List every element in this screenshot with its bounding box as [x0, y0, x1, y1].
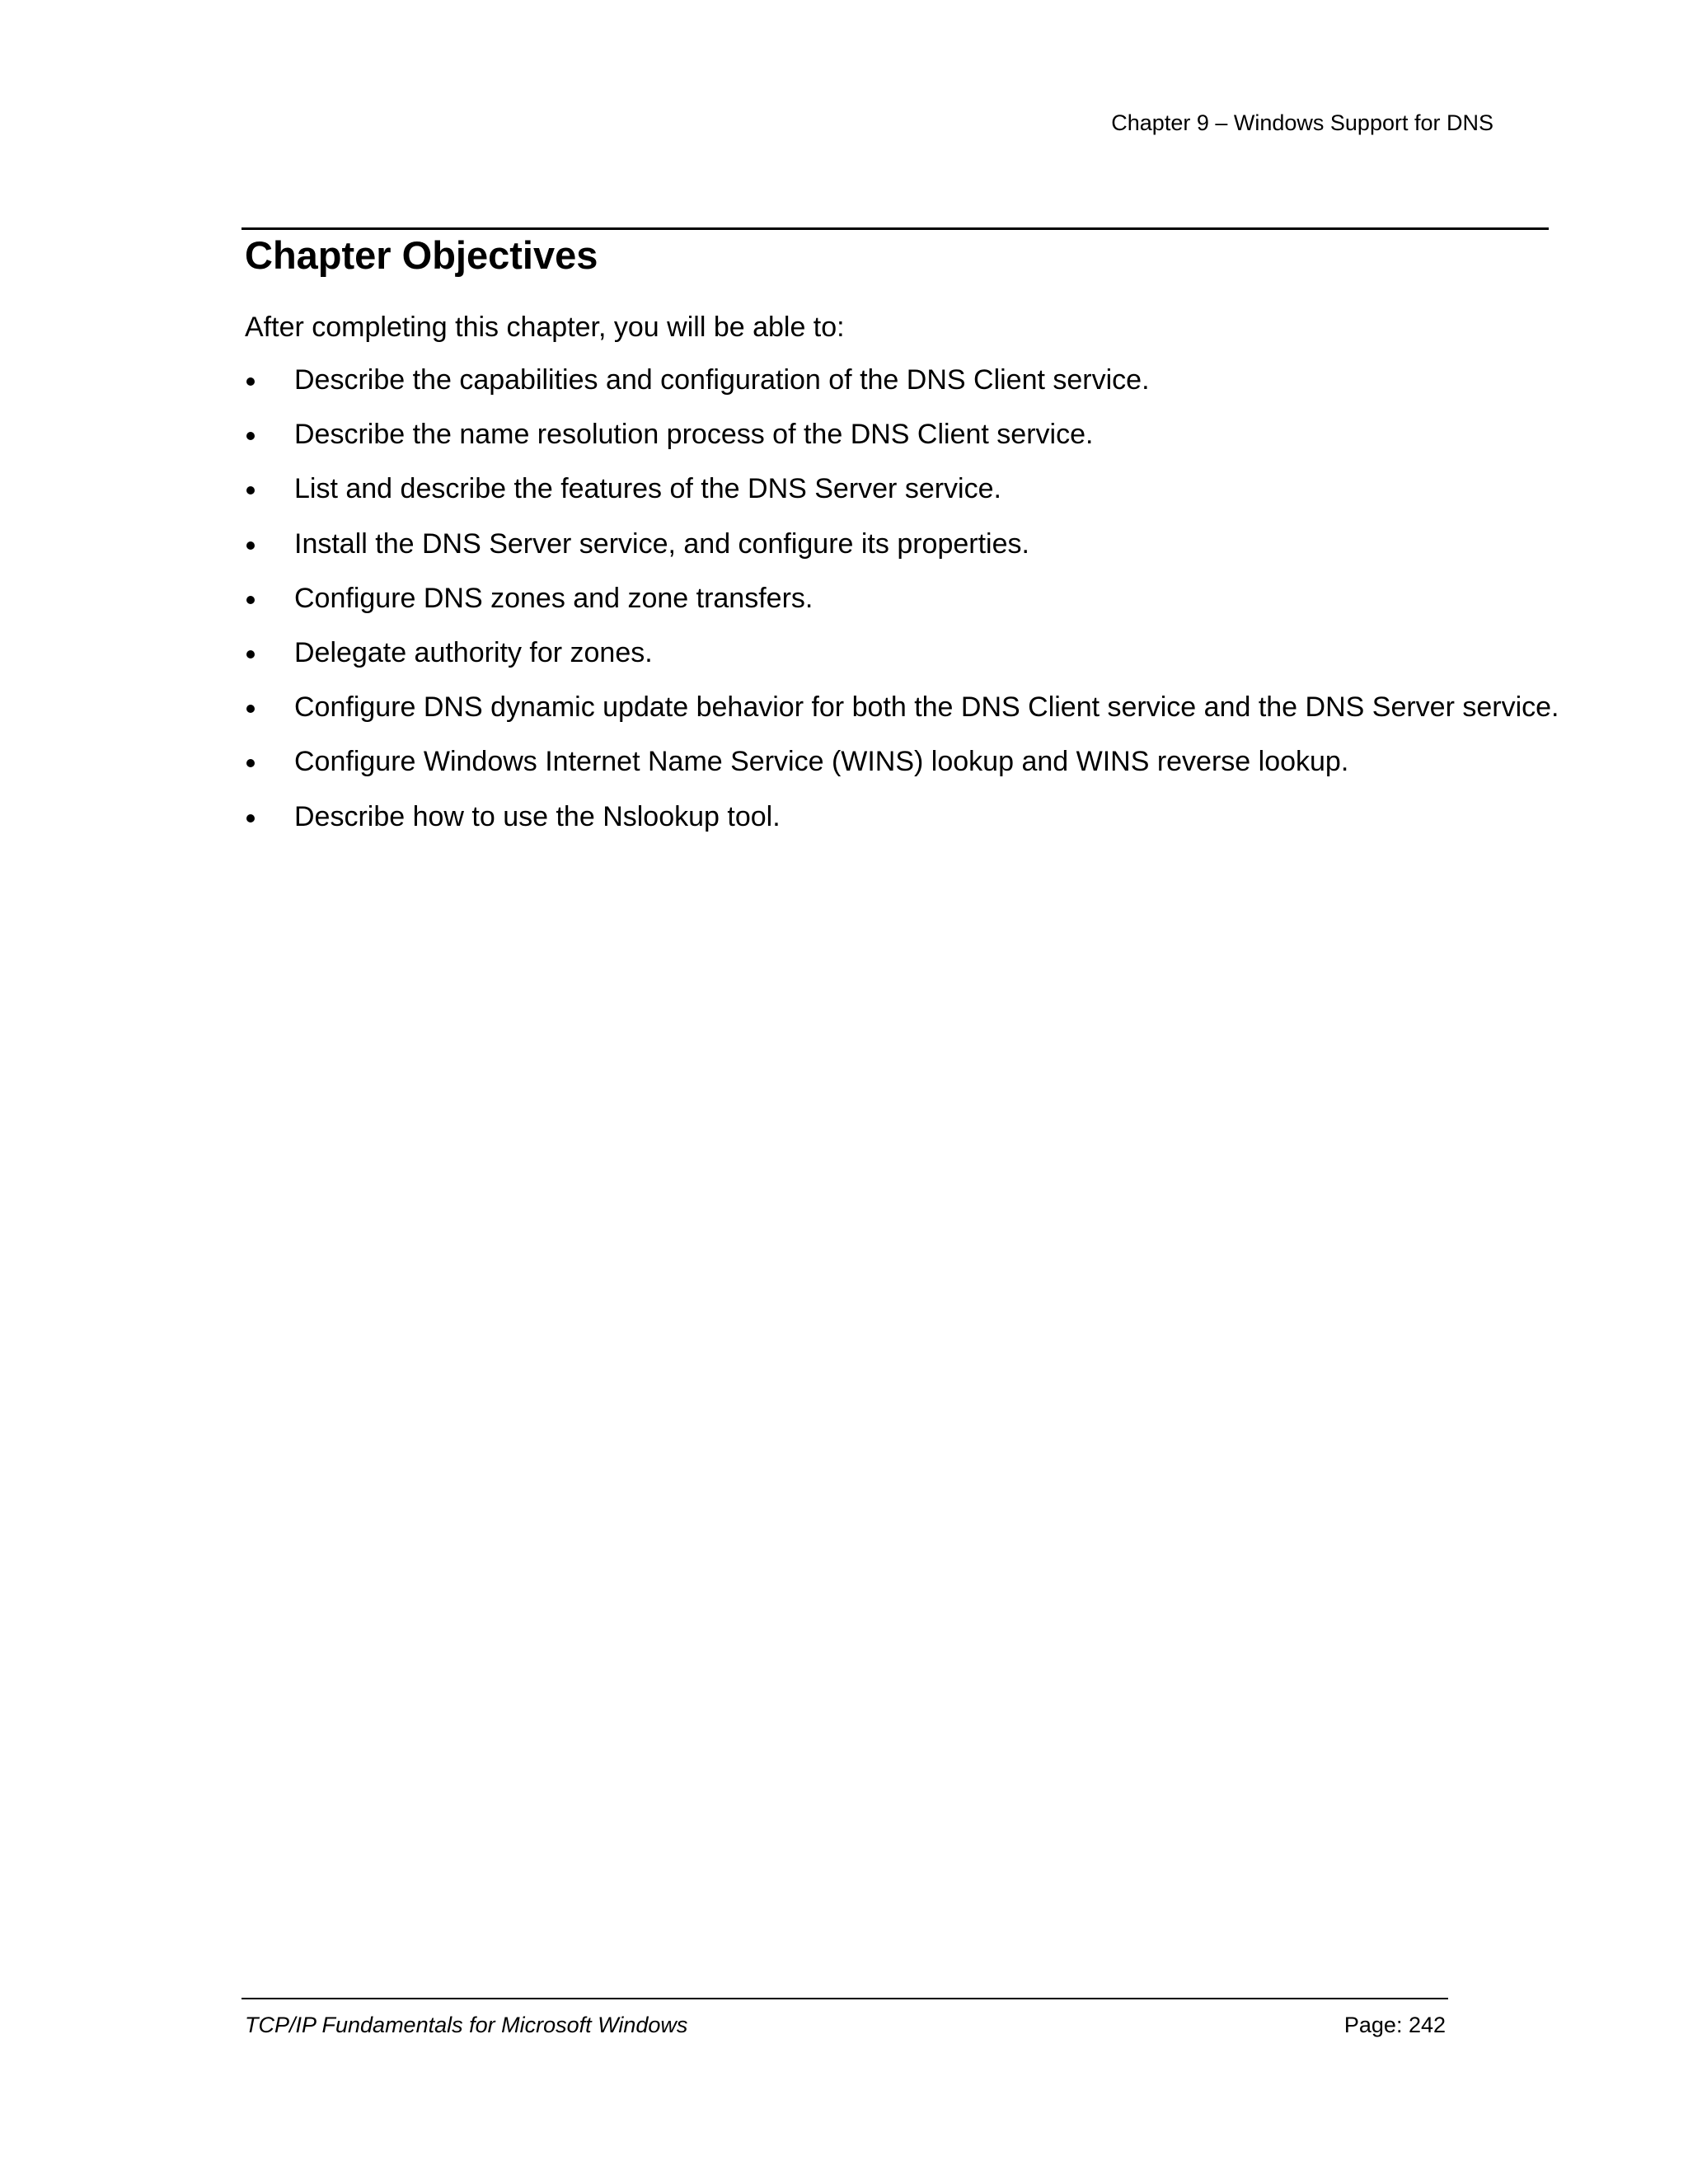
- intro-text: After completing this chapter, you will be able to:: [245, 312, 845, 343]
- footer-divider: [241, 1998, 1448, 1999]
- objective-text: Configure DNS dynamic update behavior for both the DNS Client service and the DNS Server service.: [294, 691, 1559, 724]
- running-header: Chapter 9 – Windows Support for DNS: [1111, 110, 1493, 135]
- page-number: Page: 242: [1343, 2013, 1446, 2037]
- section-heading: Chapter Objectives: [245, 233, 598, 277]
- objective-text: Describe how to use the Nslookup tool.: [294, 800, 781, 832]
- header-divider: [241, 227, 1549, 230]
- footer-book-title: TCP/IP Fundamentals for Microsoft Windows: [245, 2013, 688, 2037]
- objective-text: List and describe the features of the DNS Server service.: [294, 473, 1001, 505]
- objective-text: Configure DNS zones and zone transfers.: [294, 582, 814, 614]
- objective-text: Delegate authority for zones.: [294, 636, 653, 668]
- objective-text: Configure Windows Internet Name Service (WINS) lookup and WINS reverse lookup.: [294, 746, 1349, 778]
- objective-text: Describe the capabilities and configuration of the DNS Client service.: [294, 364, 1150, 396]
- objective-text: Install the DNS Server service, and configure its properties.: [294, 527, 1029, 560]
- objective-text: Describe the name resolution process of the DNS Client service.: [294, 419, 1094, 451]
